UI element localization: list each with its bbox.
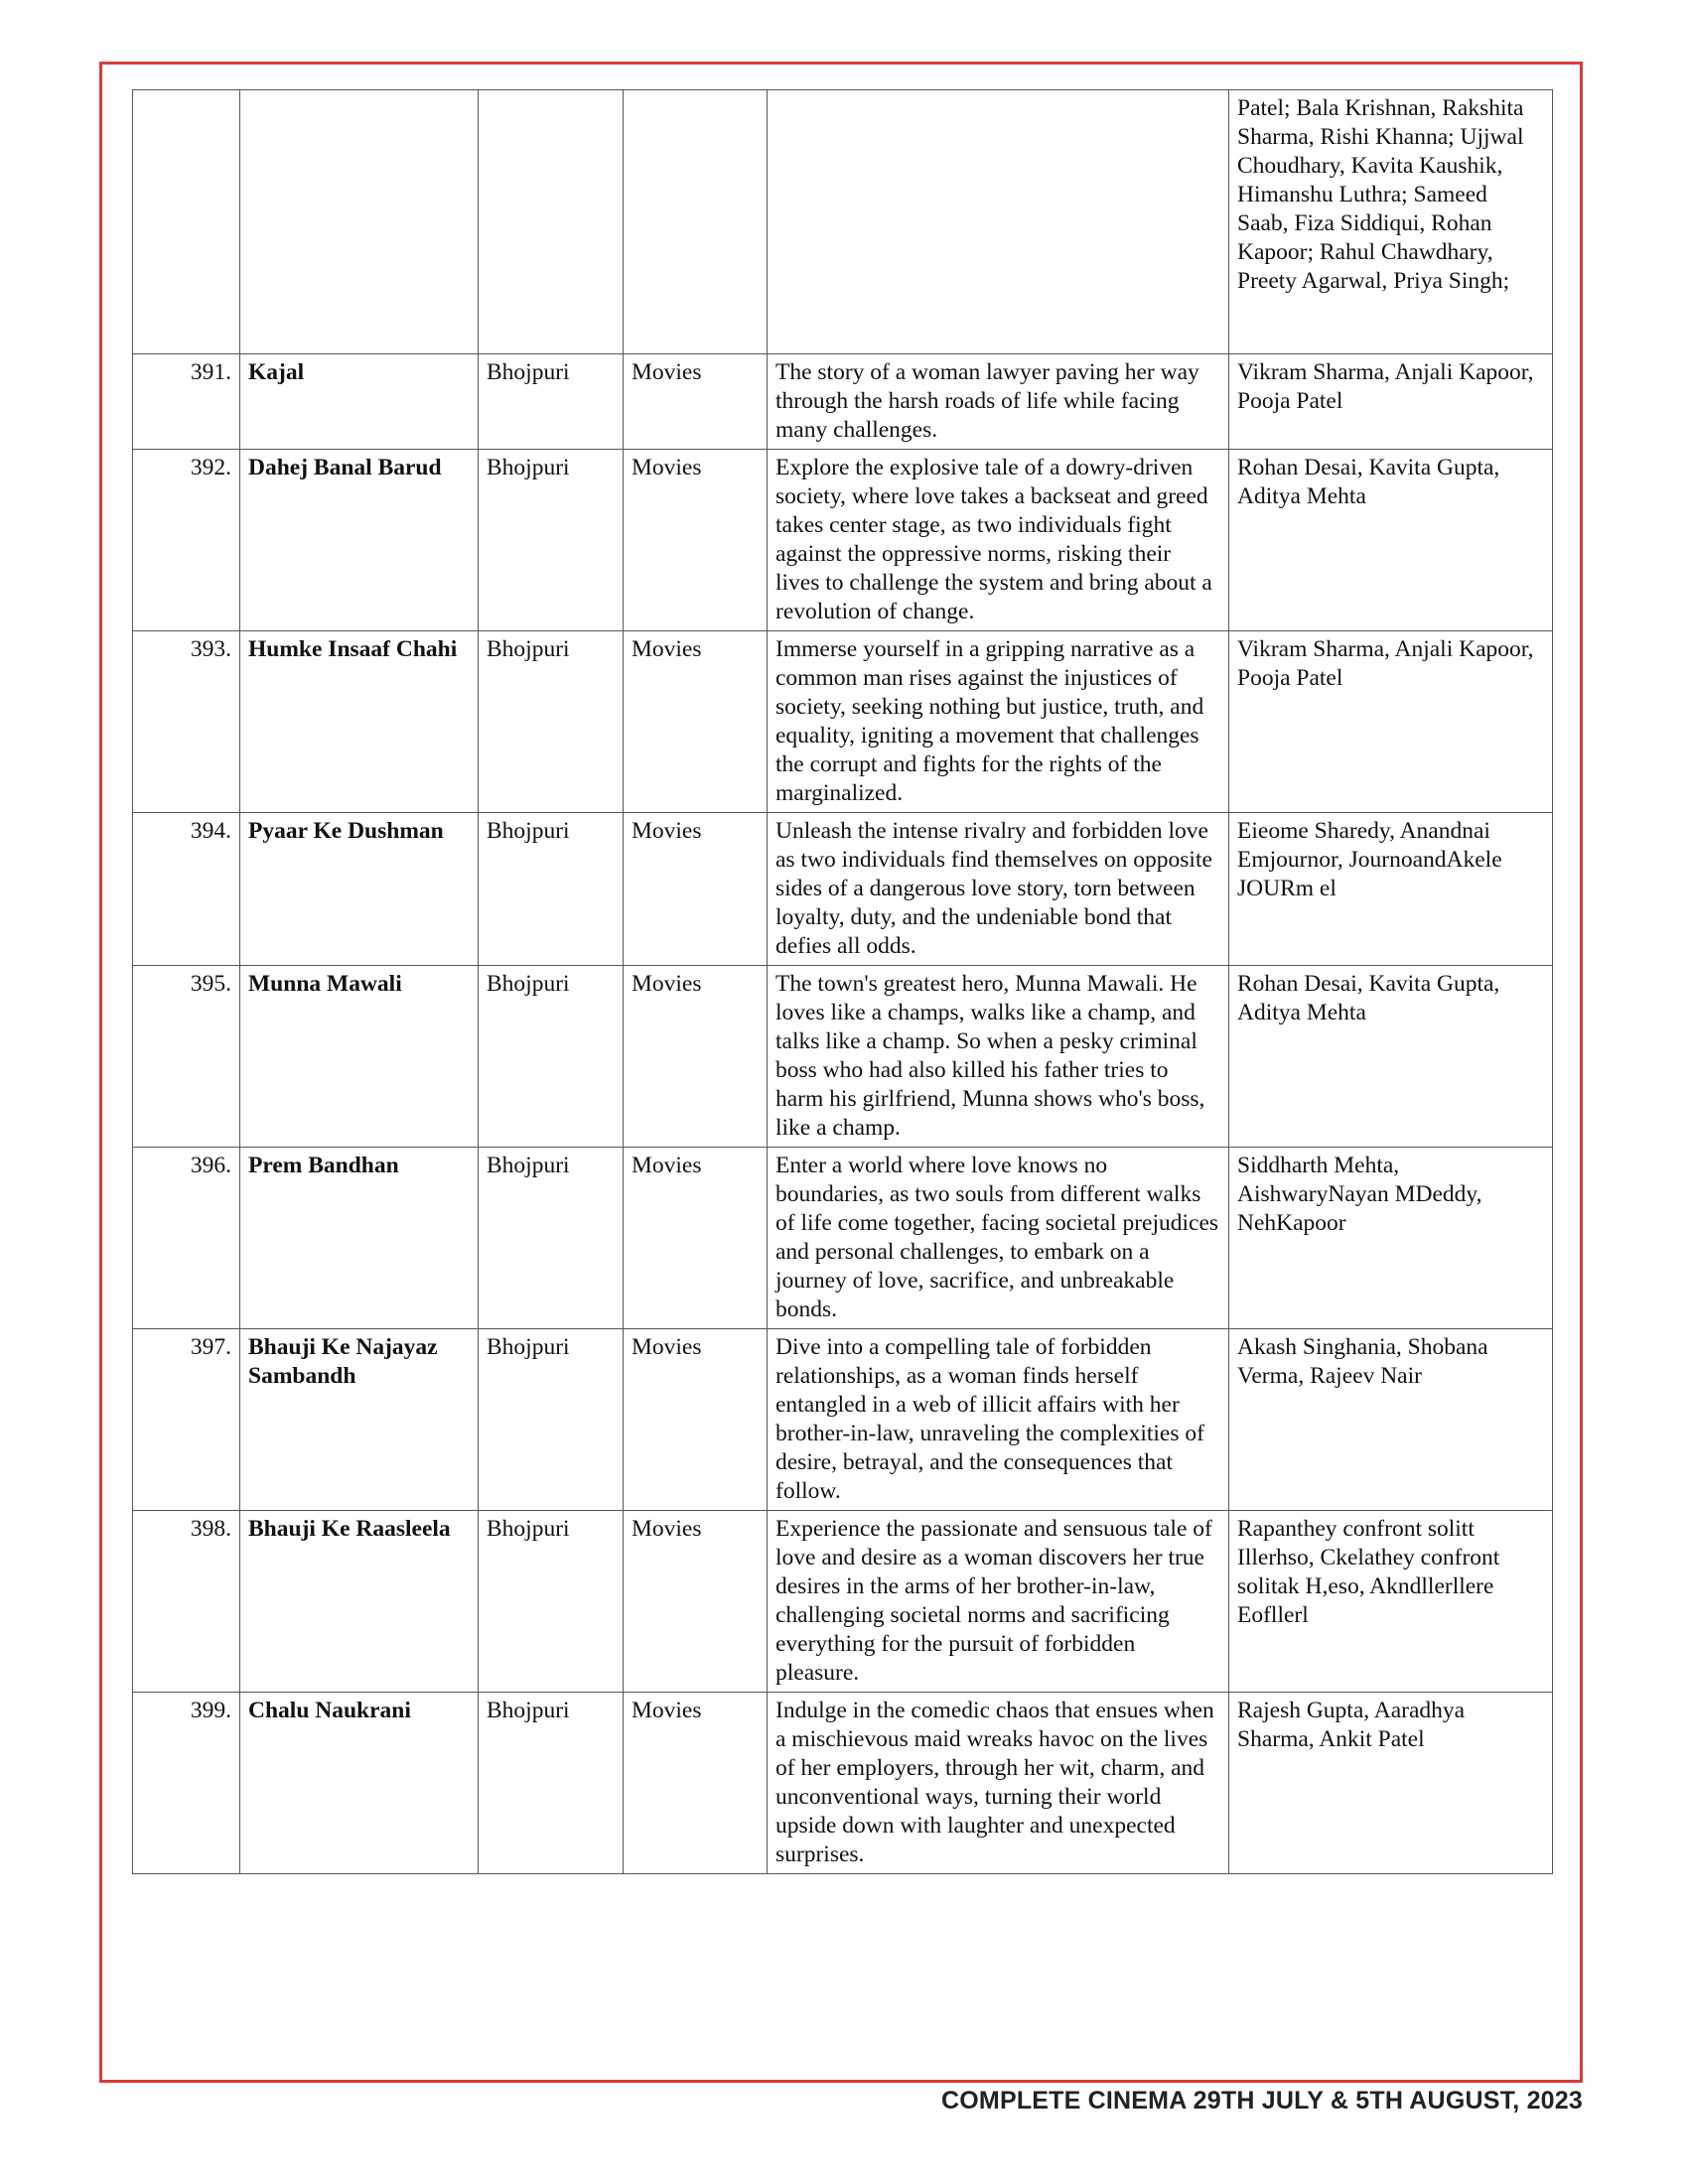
title-cell: Pyaar Ke Dushman bbox=[240, 813, 479, 966]
category-cell bbox=[624, 90, 768, 354]
cast-cell: Siddharth Mehta, AishwaryNayan MDeddy, NehKapoor bbox=[1229, 1148, 1553, 1329]
number-cell bbox=[133, 90, 240, 354]
cast-cell: Vikram Sharma, Anjali Kapoor, Pooja Patel bbox=[1229, 631, 1553, 813]
synopsis-cell: Indulge in the comedic chaos that ensues when a mischievous maid wreaks havoc on the lives of her employers, through her wit, charm, and unconventional ways, turning their world upside down with laughter and unexpected surprises. bbox=[768, 1693, 1229, 1874]
number-cell: 395. bbox=[133, 966, 240, 1148]
synopsis-cell bbox=[768, 90, 1229, 354]
category-cell: Movies bbox=[624, 1511, 768, 1693]
language-cell: Bhojpuri bbox=[479, 631, 624, 813]
cast-cell: Rohan Desai, Kavita Gupta, Aditya Mehta bbox=[1229, 450, 1553, 631]
number-cell: 398. bbox=[133, 1511, 240, 1693]
cast-cell: Rajesh Gupta, Aaradhya Sharma, Ankit Patel bbox=[1229, 1693, 1553, 1874]
language-cell: Bhojpuri bbox=[479, 1148, 624, 1329]
language-cell: Bhojpuri bbox=[479, 1511, 624, 1693]
table-row bbox=[133, 813, 1553, 966]
language-cell: Bhojpuri bbox=[479, 1693, 624, 1874]
number-cell: 396. bbox=[133, 1148, 240, 1329]
synopsis-cell: The story of a woman lawyer paving her way through the harsh roads of life while facing many challenges. bbox=[768, 354, 1229, 450]
title-cell bbox=[240, 90, 479, 354]
cast-cell: Rohan Desai, Kavita Gupta, Aditya Mehta bbox=[1229, 966, 1553, 1148]
table-row-continued bbox=[133, 90, 1553, 354]
language-cell: Bhojpuri bbox=[479, 450, 624, 631]
cast-cell: Akash Singhania, Shobana Verma, Rajeev Nair bbox=[1229, 1329, 1553, 1511]
synopsis-cell: Explore the explosive tale of a dowry-driven society, where love takes a backseat and greed takes center stage, as two individuals fight against the oppressive norms, risking their lives to challenge the system and bring about a revolution of change. bbox=[768, 450, 1229, 631]
listing-table-body bbox=[133, 90, 1553, 1874]
number-cell: 393. bbox=[133, 631, 240, 813]
title-cell: Humke Insaaf Chahi bbox=[240, 631, 479, 813]
cast-cell: Rapanthey confront solitt Illerhso, Ckelathey confront solitak H,eso, Akndllerllere Eofllerl bbox=[1229, 1511, 1553, 1693]
number-cell: 394. bbox=[133, 813, 240, 966]
footer-publication-line: COMPLETE CINEMA 29TH JULY & 5TH AUGUST, 2023 bbox=[941, 2087, 1583, 2115]
title-cell: Chalu Naukrani bbox=[240, 1693, 479, 1874]
cast-cell: Eieome Sharedy, Anandnai Emjournor, JournoandAkele JOURm el bbox=[1229, 813, 1553, 966]
synopsis-cell: Experience the passionate and sensuous tale of love and desire as a woman discovers her true desires in the arms of her brother-in-law, challenging societal norms and sacrificing everything for the pursuit of forbidden pleasure. bbox=[768, 1511, 1229, 1693]
title-cell: Bhauji Ke Raasleela bbox=[240, 1511, 479, 1693]
category-cell: Movies bbox=[624, 1148, 768, 1329]
title-cell: Bhauji Ke Najayaz Sambandh bbox=[240, 1329, 479, 1511]
language-cell: Bhojpuri bbox=[479, 354, 624, 450]
cast-cell: Vikram Sharma, Anjali Kapoor, Pooja Patel bbox=[1229, 354, 1553, 450]
category-cell: Movies bbox=[624, 1329, 768, 1511]
language-cell: Bhojpuri bbox=[479, 1329, 624, 1511]
synopsis-cell: The town's greatest hero, Munna Mawali. He loves like a champs, walks like a champ, and talks like a champ. So when a pesky criminal boss who had also killed his father tries to harm his girlfriend, Munna shows who's boss, like a champ. bbox=[768, 966, 1229, 1148]
language-cell: Bhojpuri bbox=[479, 813, 624, 966]
title-cell: Kajal bbox=[240, 354, 479, 450]
category-cell: Movies bbox=[624, 631, 768, 813]
table-row bbox=[133, 966, 1553, 1148]
synopsis-cell: Dive into a compelling tale of forbidden relationships, as a woman finds herself entangled in a web of illicit affairs with her brother-in-law, unraveling the complexities of desire, betrayal, and the consequences that follow. bbox=[768, 1329, 1229, 1511]
category-cell: Movies bbox=[624, 354, 768, 450]
synopsis-cell: Immerse yourself in a gripping narrative as a common man rises against the injustices of society, seeking nothing but justice, truth, and equality, igniting a movement that challenges the corrupt and fights for the rights of the marginalized. bbox=[768, 631, 1229, 813]
cast-cell: Patel; Bala Krishnan, Rakshita Sharma, Rishi Khanna; Ujjwal Choudhary, Kavita Kaushik, Himanshu Luthra; Sameed Saab, Fiza Siddiqui, Rohan Kapoor; Rahul Chawdhary, Preety Agarwal, Priya Singh; bbox=[1229, 90, 1553, 354]
table-row bbox=[133, 1329, 1553, 1511]
number-cell: 392. bbox=[133, 450, 240, 631]
table-row bbox=[133, 1693, 1553, 1874]
category-cell: Movies bbox=[624, 813, 768, 966]
title-cell: Dahej Banal Barud bbox=[240, 450, 479, 631]
title-cell: Munna Mawali bbox=[240, 966, 479, 1148]
language-cell bbox=[479, 90, 624, 354]
category-cell: Movies bbox=[624, 966, 768, 1148]
number-cell: 397. bbox=[133, 1329, 240, 1511]
table-row bbox=[133, 354, 1553, 450]
category-cell: Movies bbox=[624, 1693, 768, 1874]
language-cell: Bhojpuri bbox=[479, 966, 624, 1148]
synopsis-cell: Unleash the intense rivalry and forbidden love as two individuals find themselves on opposite sides of a dangerous love story, torn between loyalty, duty, and the undeniable bond that defies all odds. bbox=[768, 813, 1229, 966]
title-cell: Prem Bandhan bbox=[240, 1148, 479, 1329]
table-row bbox=[133, 450, 1553, 631]
table-row bbox=[133, 1148, 1553, 1329]
listing-table bbox=[132, 89, 1553, 1874]
table-row bbox=[133, 1511, 1553, 1693]
synopsis-cell: Enter a world where love knows no boundaries, as two souls from different walks of life come together, facing societal prejudices and personal challenges, to embark on a journey of love, sacrifice, and unbreakable bonds. bbox=[768, 1148, 1229, 1329]
table-row bbox=[133, 631, 1553, 813]
number-cell: 399. bbox=[133, 1693, 240, 1874]
category-cell: Movies bbox=[624, 450, 768, 631]
number-cell: 391. bbox=[133, 354, 240, 450]
